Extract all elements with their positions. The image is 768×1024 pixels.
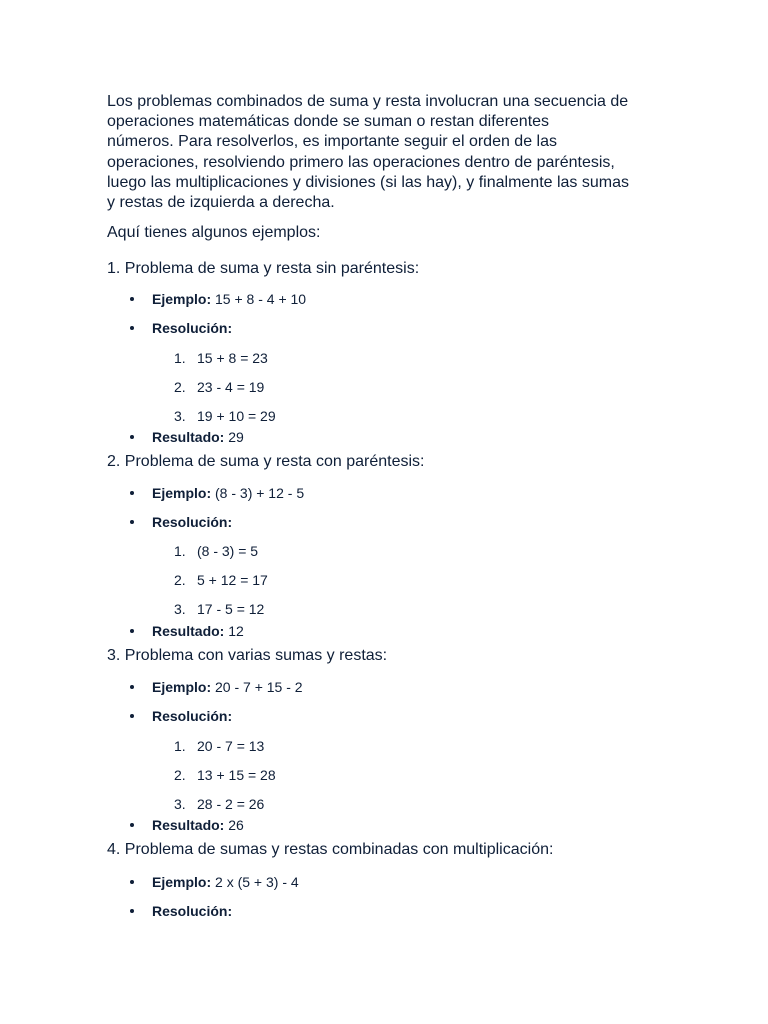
step-text: 23 - 4 = 19 (197, 379, 265, 395)
example-label: Ejemplo: (152, 485, 212, 501)
bullet-icon (130, 823, 134, 827)
problem-heading: 1. Problema de suma y resta sin paréntesis: (107, 260, 420, 277)
resolution-step (174, 766, 276, 784)
bullet-icon (130, 909, 134, 913)
bullet-icon (130, 491, 134, 495)
step-number: 3. (174, 601, 186, 617)
resolution-step (174, 737, 264, 755)
example-expression: (8 - 3) + 12 - 5 (215, 485, 305, 501)
step-number: 2. (174, 767, 186, 783)
resolution-step (174, 407, 276, 425)
resolution-step (174, 349, 268, 367)
resolution-label: Resolución: (152, 514, 233, 530)
intro-line: Los problemas combinados de suma y resta involucran una secuencia de (107, 93, 629, 110)
problem-heading: 4. Problema de sumas y restas combinadas con multiplicación: (107, 841, 554, 858)
example-expression: 20 - 7 + 15 - 2 (215, 679, 303, 695)
result-label: Resultado: (152, 623, 225, 639)
problem-heading: 3. Problema con varias sumas y restas: (107, 647, 388, 664)
step-text: 17 - 5 = 12 (197, 601, 265, 617)
intro-line: y restas de izquierda a derecha. (107, 194, 335, 212)
bullet-icon (130, 520, 134, 524)
result-label: Resultado: (152, 817, 225, 833)
resolution-label: Resolución: (152, 320, 233, 336)
step-text: 13 + 15 = 28 (197, 767, 276, 783)
step-number: 1. (174, 350, 186, 366)
intro-line: números. Para resolverlos, es importante seguir el orden de las (107, 133, 557, 151)
result-value: 29 (228, 429, 244, 445)
step-text: 5 + 12 = 17 (197, 572, 268, 588)
step-text: 28 - 2 = 26 (197, 796, 265, 812)
step-number: 2. (174, 572, 186, 588)
problem-heading: 2. Problema de suma y resta con paréntesis: (107, 453, 425, 470)
step-text: (8 - 3) = 5 (197, 543, 259, 559)
intro-line: operaciones matemáticas donde se suman o restan diferentes (107, 113, 550, 131)
resolution-step (174, 571, 268, 589)
intro-line: luego las multiplicaciones y divisiones (si las hay), y finalmente las sumas (107, 173, 629, 191)
example-label: Ejemplo: (152, 291, 212, 307)
resolution-step (174, 378, 264, 396)
bullet-icon (130, 685, 134, 689)
example-expression: 15 + 8 - 4 + 10 (215, 291, 307, 307)
step-text: 15 + 8 = 23 (197, 350, 268, 366)
step-number: 1. (174, 543, 186, 559)
step-number: 3. (174, 796, 186, 812)
resolution-step (174, 795, 264, 813)
step-text: 19 + 10 = 29 (197, 408, 276, 424)
bullet-icon (130, 880, 134, 884)
bullet-icon (130, 297, 134, 301)
example-expression: 2 x (5 + 3) - 4 (215, 874, 299, 890)
intro-paragraph (107, 92, 677, 213)
result-label: Resultado: (152, 429, 225, 445)
resolution-label: Resolución: (152, 708, 233, 724)
resolution-step (174, 600, 264, 618)
step-number: 2. (174, 379, 186, 395)
bullet-icon (130, 435, 134, 439)
resolution-label: Resolución: (152, 903, 233, 919)
step-number: 3. (174, 408, 186, 424)
bullet-icon (130, 714, 134, 718)
bullet-icon (130, 629, 134, 633)
result-value: 26 (228, 817, 244, 833)
example-label: Ejemplo: (152, 679, 212, 695)
step-text: 20 - 7 = 13 (197, 738, 265, 754)
bullet-icon (130, 326, 134, 330)
step-number: 1. (174, 738, 186, 754)
resolution-step (174, 542, 258, 560)
result-value: 12 (228, 623, 244, 639)
intro-line: operaciones, resolviendo primero las operaciones dentro de paréntesis, (107, 153, 615, 171)
examples-lead: Aquí tienes algunos ejemplos: (107, 224, 321, 241)
example-label: Ejemplo: (152, 874, 212, 890)
